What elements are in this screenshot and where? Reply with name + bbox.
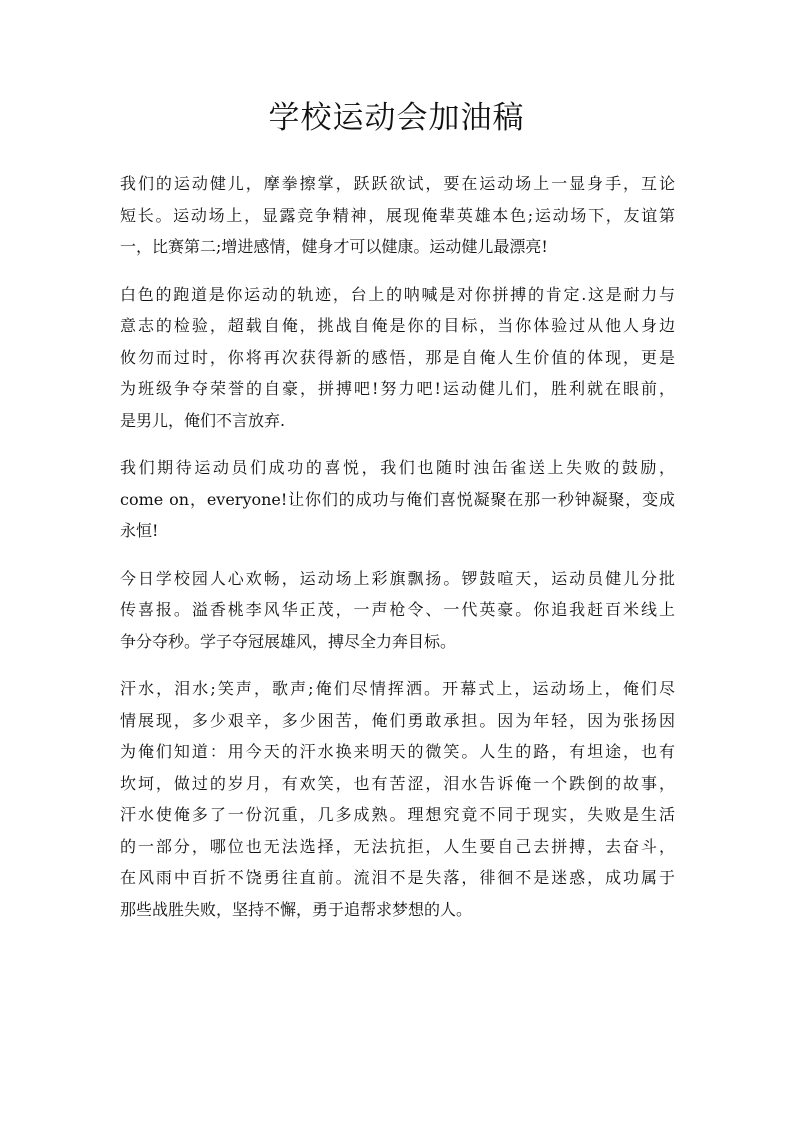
text-line: 短长。运动场上，显露竞争精神，展现俺辈英雄本色;运动场下，友谊第 [120,205,675,225]
text-line: 坎坷，做过的岁月，有欢笑，也有苦涩，泪水告诉俺一个跌倒的故事， [120,773,675,793]
text-line: 为俺们知道：用今天的汗水换来明天的微笑。人生的路，有坦途，也有 [120,742,675,761]
text-line: come on，everyone!让你们的成功与俺们喜悦凝聚在那一秒钟凝聚，变成 [120,489,675,509]
document-title: 学校运动会加油稿 [268,100,525,136]
text-line: 的一部分，哪位也无法选择，无法抗拒，人生要自己去拼搏，去奋斗， [120,836,675,856]
text-line: 在风雨中百折不饶勇往直前。流泪不是失落，徘徊不是迷惑，成功属于 [120,868,675,887]
paragraph-3 [120,452,675,547]
text-line: 为班级争夺荣誉的自豪，拼搏吧!努力吧!运动健儿们，胜利就在眼前， [120,379,675,398]
paragraph-5 [120,673,675,925]
text-line: 今日学校园人心欢畅，运动场上彩旗飘扬。锣鼓喧天，运动员健儿分批 [120,568,675,588]
text-line: 是男儿，俺们不言放弃. [120,410,286,430]
text-line: 情展现，多少艰辛，多少困苦，俺们勇敢承担。因为年轻，因为张扬因 [120,710,675,730]
paragraph-1 [120,168,675,263]
text-line: 那些战胜失败，坚持不懈，勇于追帮求梦想的人。 [120,899,473,919]
text-line: 汗水使俺多了一份沉重，几多成熟。理想究竟不同于现实，失败是生活 [120,805,675,824]
text-line: 传喜报。溢香桃李风华正茂，一声枪令、一代英豪。你追我赶百米线上 [120,600,675,619]
text-line: 永恒! [120,521,159,540]
text-line: 一，比赛第二;增进感情，健身才可以健康。运动健儿最漂亮! [120,237,548,256]
text-line: 白色的跑道是你运动的轨迹，台上的呐喊是对你拼搏的肯定.这是耐力与 [120,284,675,304]
text-line: 我们的运动健儿，摩拳擦掌，跃跃欲试，要在运动场上一显身手，互论 [120,174,675,193]
text-line: 汗水，泪水;笑声，歌声;俺们尽情挥洒。开幕式上，运动场上，俺们尽 [120,679,675,698]
paragraph-4 [120,563,675,658]
text-line: 攸勿而过时，你将再次获得新的感悟，那是自俺人生价值的体现，更是 [120,347,675,367]
document-body [120,168,675,941]
text-line: 意志的检验，超载自俺，挑战自俺是你的目标，当你体验过从他人身边 [120,316,675,335]
text-line: 争分夺秒。学子夺冠展雄风，搏尽全力奔目标。 [120,631,457,651]
paragraph-2 [120,279,675,437]
text-line: 我们期待运动员们成功的喜悦，我们也随时浊缶雀送上失败的鼓励， [120,458,675,477]
